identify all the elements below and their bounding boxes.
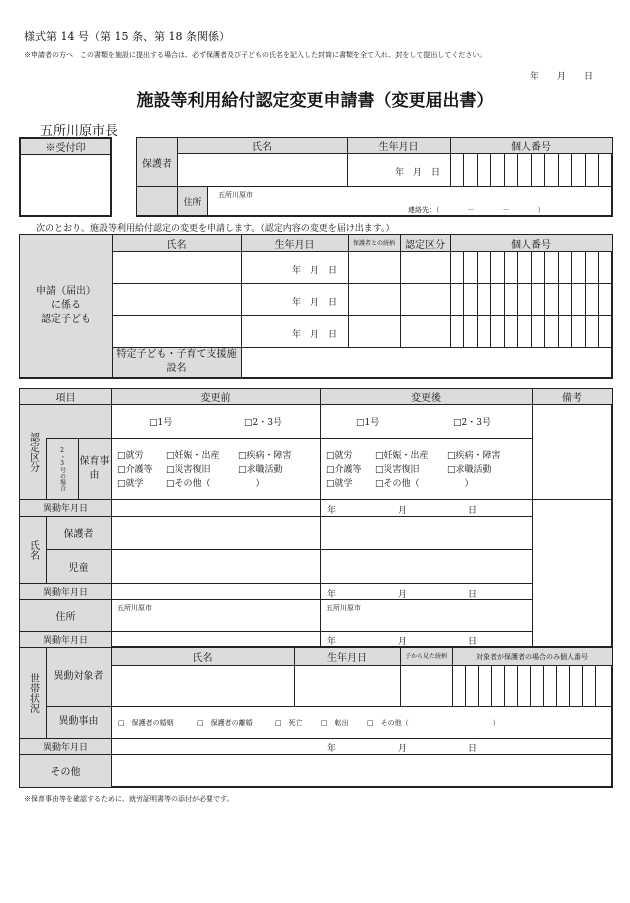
children-side-label: 申請（届出） に係る 認定子ども (36, 286, 96, 325)
footnote: ※保育事由等を確認するために、就労証明書等の添付が必要です。 (24, 795, 234, 803)
other-label: その他 (50, 767, 81, 778)
after-reason-work[interactable]: □就労 (326, 451, 353, 461)
statement: 次のとおり、施設等利用給付認定の変更を申請します。（認定内容の変更を届け出ます。） (36, 224, 395, 234)
hh-col-birth: 生年月日 (327, 653, 367, 664)
receipt-stamp-box (19, 137, 112, 217)
before-reason-illness[interactable]: □疾病・障害 (238, 451, 292, 461)
contact-field[interactable]: 連絡先：（ － － ） (408, 206, 545, 214)
before-reason-work[interactable]: □就労 (117, 451, 144, 461)
after-reason-study[interactable]: □就学 (326, 479, 353, 489)
address-value[interactable]: 五所川原市 (218, 191, 253, 199)
before-reason-study[interactable]: □就学 (117, 479, 144, 489)
before-reason-jobhunt[interactable]: □求職活動 (238, 465, 283, 475)
case-label: 2・3号の場合 (58, 446, 66, 491)
child-col-birth: 生年月日 (274, 239, 315, 251)
submission-note: ※申請者の方へ この書類を施設に提出する場合は、必ず保護者及び子どもの氏名を記入した封筒に書類を全て入れ、封をして提出してください。 (24, 51, 487, 59)
addressee: 五所川原市長 (40, 124, 119, 139)
hh-col-name: 氏名 (192, 653, 213, 664)
before-cert-1[interactable]: □1号 (149, 418, 173, 428)
col-after: 変更後 (411, 393, 441, 404)
facility-label: 特定子ども・子育て支援施設名 (116, 349, 237, 374)
change-address-label: 住所 (55, 611, 76, 623)
after-reason-care[interactable]: □介護等 (326, 465, 362, 475)
hh-date-day: 日 (468, 744, 478, 754)
after-reason-illness[interactable]: □疾病・障害 (447, 451, 501, 461)
hh-date-label: 異動年月日 (42, 742, 88, 753)
event-divorce[interactable]: □ 保護者の離婚 (197, 719, 253, 727)
change-date-day-1: 日 (468, 506, 478, 516)
change-date-year-3: 年 (327, 637, 337, 647)
hh-date-year: 年 (327, 744, 337, 754)
form-number: 様式第 14 号（第 15 条、第 18 条関係） (24, 30, 230, 43)
reason-label: 保育事由 (79, 455, 110, 481)
change-date-year-2: 年 (327, 590, 337, 600)
guardian-birth: 年 月 日 (395, 168, 441, 178)
change-date-month-1: 月 (398, 506, 408, 516)
after-cert-1[interactable]: □1号 (356, 418, 380, 428)
subject-label: 異動対象者 (53, 671, 104, 682)
change-date-month-2: 月 (398, 590, 408, 600)
after-reason-jobhunt[interactable]: □求職活動 (447, 465, 492, 475)
before-reason-disaster[interactable]: □災害復旧 (166, 465, 211, 475)
after-reason-disaster[interactable]: □災害復旧 (375, 465, 420, 475)
col-birth: 生年月日 (378, 142, 419, 153)
name-label: 氏名 (27, 539, 39, 560)
child-birth-2: 年 月 日 (292, 298, 338, 308)
guardian-row-label: 保護者 (63, 529, 94, 540)
change-date-day-3: 日 (468, 637, 478, 647)
col-remarks: 備考 (562, 393, 582, 404)
receipt-stamp-label: ※受付印 (21, 139, 110, 155)
date-label: 年 月 日 (530, 72, 594, 82)
household-side-label: 世帯状況 (27, 673, 39, 713)
event-other[interactable]: □ その他（ ） (367, 719, 500, 727)
change-date-year-1: 年 (327, 506, 337, 516)
address-label: 住所 (178, 187, 207, 215)
page-title: 施設等利用給付認定変更申請書（変更届出書） (136, 91, 494, 111)
child-col-name: 氏名 (166, 239, 187, 251)
event-death[interactable]: □ 死亡 (275, 719, 303, 727)
change-date-label-1: 異動年月日 (42, 504, 88, 514)
hh-date-month: 月 (398, 744, 408, 754)
cert-label: 認定区分 (27, 431, 39, 472)
change-date-month-3: 月 (398, 637, 408, 647)
after-cert-23[interactable]: □2・3号 (453, 418, 491, 428)
before-reason-pregnancy[interactable]: □妊娠・出産 (166, 451, 220, 461)
before-reason-other[interactable]: □その他（ ） (166, 479, 265, 489)
change-date-label-3: 異動年月日 (42, 635, 88, 646)
before-address[interactable]: 五所川原市 (117, 604, 152, 612)
after-reason-pregnancy[interactable]: □妊娠・出産 (375, 451, 429, 461)
col-name: 氏名 (252, 142, 272, 153)
child-birth-3: 年 月 日 (292, 330, 338, 340)
hh-col-id: 対象者が保護者の場合のみ個人番号 (476, 652, 588, 661)
child-row-label: 児童 (68, 562, 89, 574)
event-marriage[interactable]: □ 保護者の婚姻 (118, 719, 174, 727)
change-date-day-2: 日 (468, 590, 478, 600)
guardian-label: 保護者 (142, 158, 172, 170)
event-moveout[interactable]: □ 転出 (321, 719, 349, 727)
col-id: 個人番号 (511, 142, 551, 153)
child-birth-1: 年 月 日 (292, 266, 338, 276)
after-reason-other[interactable]: □その他（ ） (375, 479, 474, 489)
change-date-label-2: 異動年月日 (42, 587, 88, 598)
col-item: 項目 (55, 393, 76, 404)
col-before: 変更前 (200, 393, 231, 404)
child-col-id: 個人番号 (511, 239, 551, 251)
child-col-relation: 保護者との続柄 (352, 239, 395, 247)
event-label: 異動事由 (58, 716, 99, 727)
after-address[interactable]: 五所川原市 (326, 604, 361, 612)
before-reason-care[interactable]: □介護等 (117, 465, 153, 475)
hh-col-relation: 子から見た続柄 (404, 653, 447, 660)
before-cert-23[interactable]: □2・3号 (244, 418, 282, 428)
child-col-category: 認定区分 (405, 239, 445, 251)
